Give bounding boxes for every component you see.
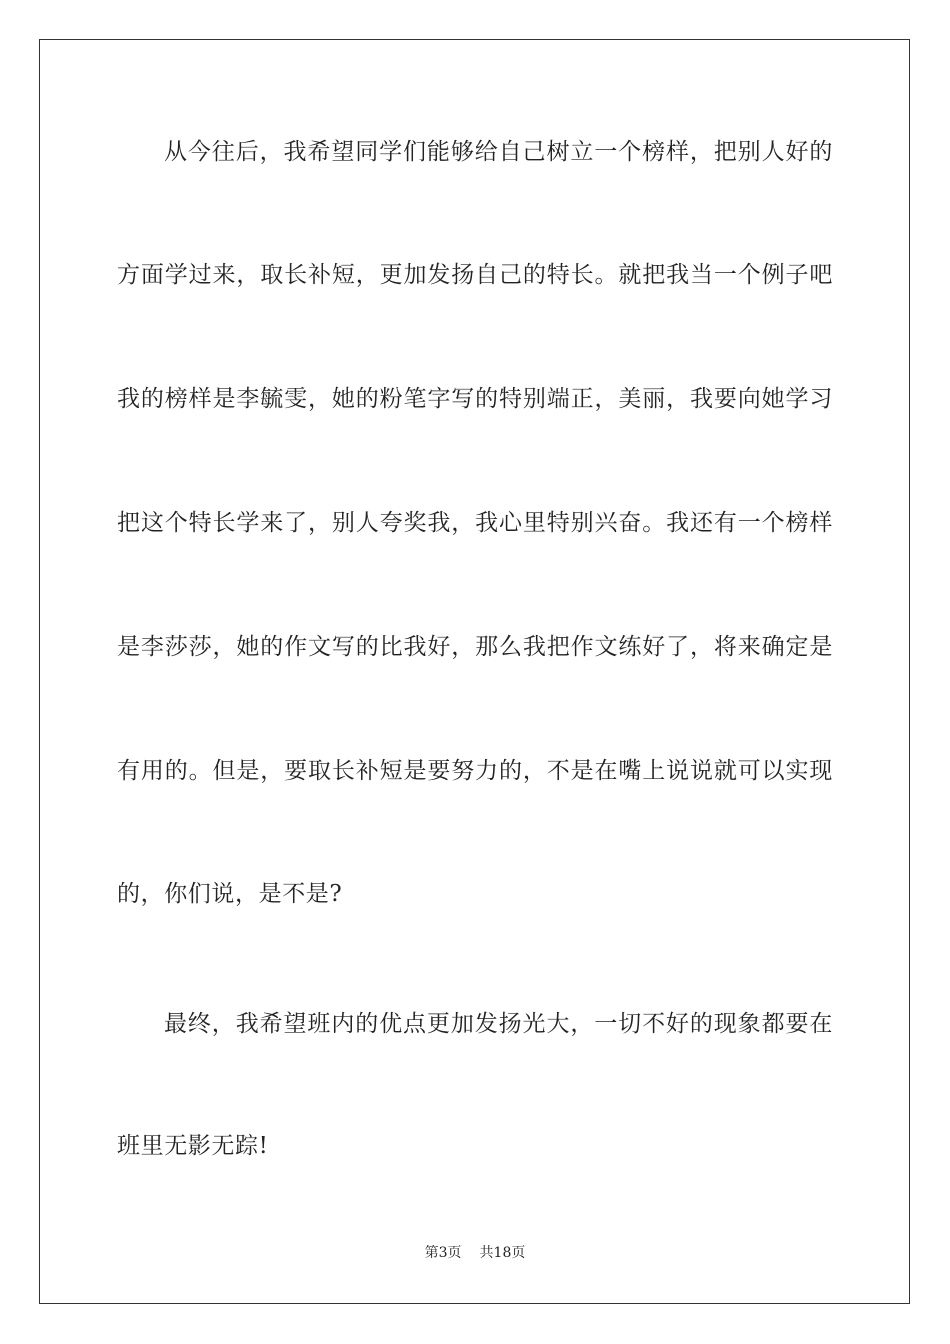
paragraph-1-line-5: 是李莎莎，她的作文写的比我好，那么我把作文练好了，将来确定是 [117, 634, 833, 660]
paragraph-1-line-7: 的，你们说，是不是? [117, 881, 343, 907]
paragraph-2-line-1: 最终，我希望班内的优点更加发扬光大，一切不好的现象都要在 [164, 1011, 833, 1037]
paragraph-1-line-4: 把这个特长学来了，别人夸奖我，我心里特别兴奋。我还有一个榜样 [117, 510, 833, 536]
paragraph-1-line-2: 方面学过来，取长补短，更加发扬自己的特长。就把我当一个例子吧 [117, 262, 833, 288]
page-total: 共18页 [479, 1245, 526, 1261]
paragraph-1-line-6: 有用的。但是，要取长补短是要努力的，不是在嘴上说说就可以实现 [117, 758, 833, 784]
page-footer [0, 1244, 950, 1262]
page-border [39, 39, 910, 1304]
paragraph-1-line-1: 从今往后，我希望同学们能够给自己树立一个榜样，把别人好的 [164, 139, 833, 165]
paragraph-2-line-2: 班里无影无踪! [117, 1133, 269, 1159]
paragraph-1-line-3: 我的榜样是李毓雯，她的粉笔字写的特别端正，美丽，我要向她学习 [117, 386, 833, 412]
page-number: 第3页 [424, 1245, 462, 1261]
